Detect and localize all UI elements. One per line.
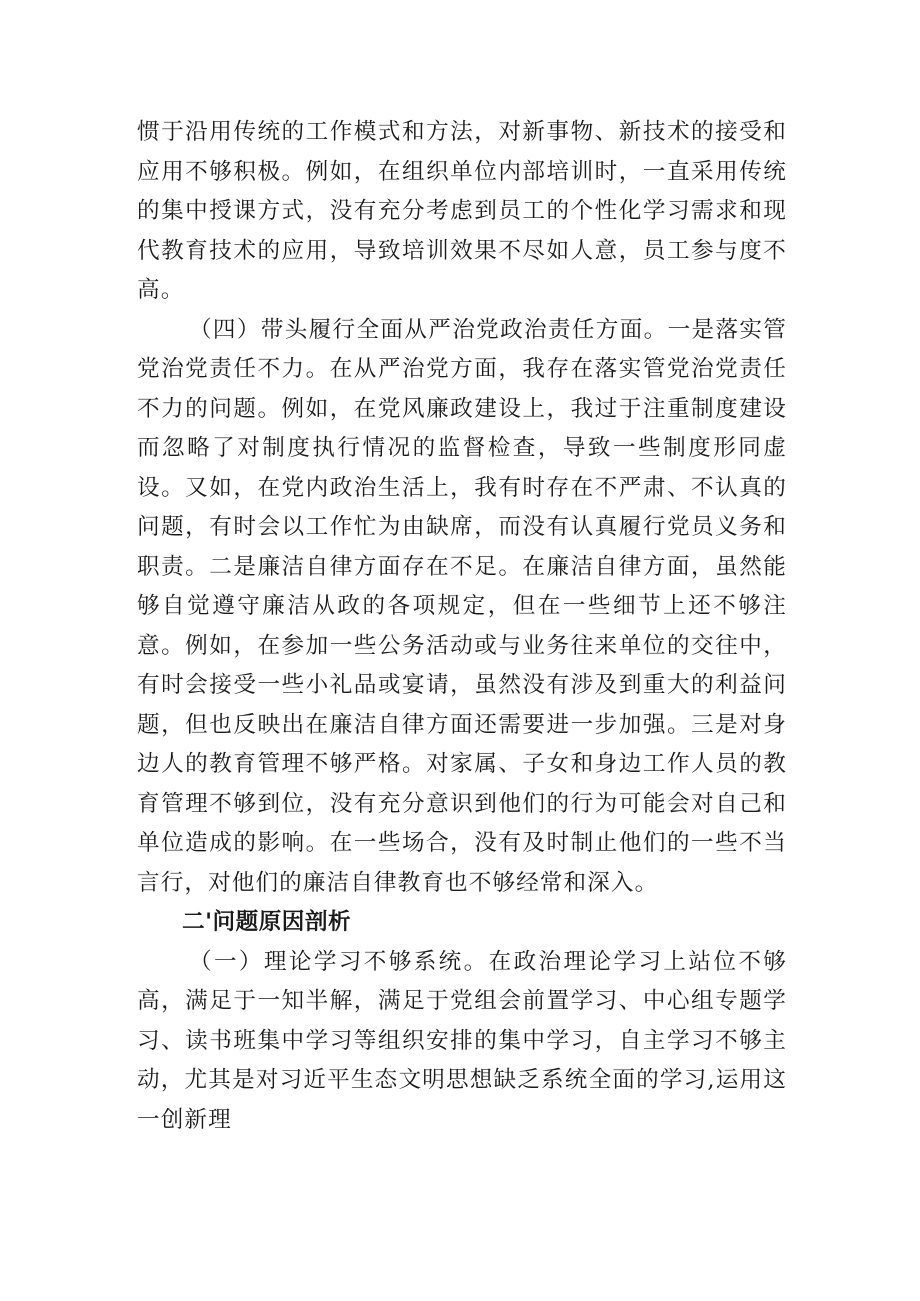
document-body — [137, 113, 787, 1140]
paragraph-1: 惯于沿用传统的工作模式和方法，对新事物、新技术的接受和应用不够积极。例如，在组织单位内部培训时，一直采用传统的集中授课方式，没有充分考虑到员工的个性化学习需求和现代教育技术的应用，导致培训效果不尽如人意，员工参与度不高。 — [137, 119, 787, 303]
paragraph-2: （四）带头履行全面从严治党政治责任方面。一是落实管党治党责任不力。在从严治党方面，我存在落实管党治党责任不力的问题。例如，在党风廉政建设上，我过于注重制度建设而忽略了对制度执行情况的监督检查，导致一些制度形同虚设。又如，在党内政治生活上，我有时存在不严肃、不认真的问题，有时会以工作忙为由缺席，而没有认真履行党员义务和职责。二是廉洁自律方面存在不足。在廉洁自律方面，虽然能够自觉遵守廉洁从政的各项规定，但在一些细节上还不够注意。例如，在参加一些公务活动或与业务往来单位的交往中，有时会接受一些小礼品或宴请，虽然没有涉及到重大的利益问题，但也反映出在廉洁自律方面还需要进一步加强。三是对身边人的教育管理不够严格。对家属、子女和身边工作人员的教育管理不够到位，没有充分意识到他们的行为可能会对自己和单位造成的影响。在一些场合，没有及时制止他们的一些不当言行，对他们的廉洁自律教育也不够经常和深入。 — [137, 316, 787, 896]
paragraph-3: （一）理论学习不够系统。在政治理论学习上站位不够高，满足于一知半解，满足于党组会前置学习、中心组专题学习、读书班集中学习等组织安排的集中学习，自主学习不够主动，尤其是对习近平生态文明思想缺乏系统全面的学习,运用这一创新理 — [137, 948, 787, 1133]
section-heading: 二'问题原因剖析 — [182, 909, 352, 935]
